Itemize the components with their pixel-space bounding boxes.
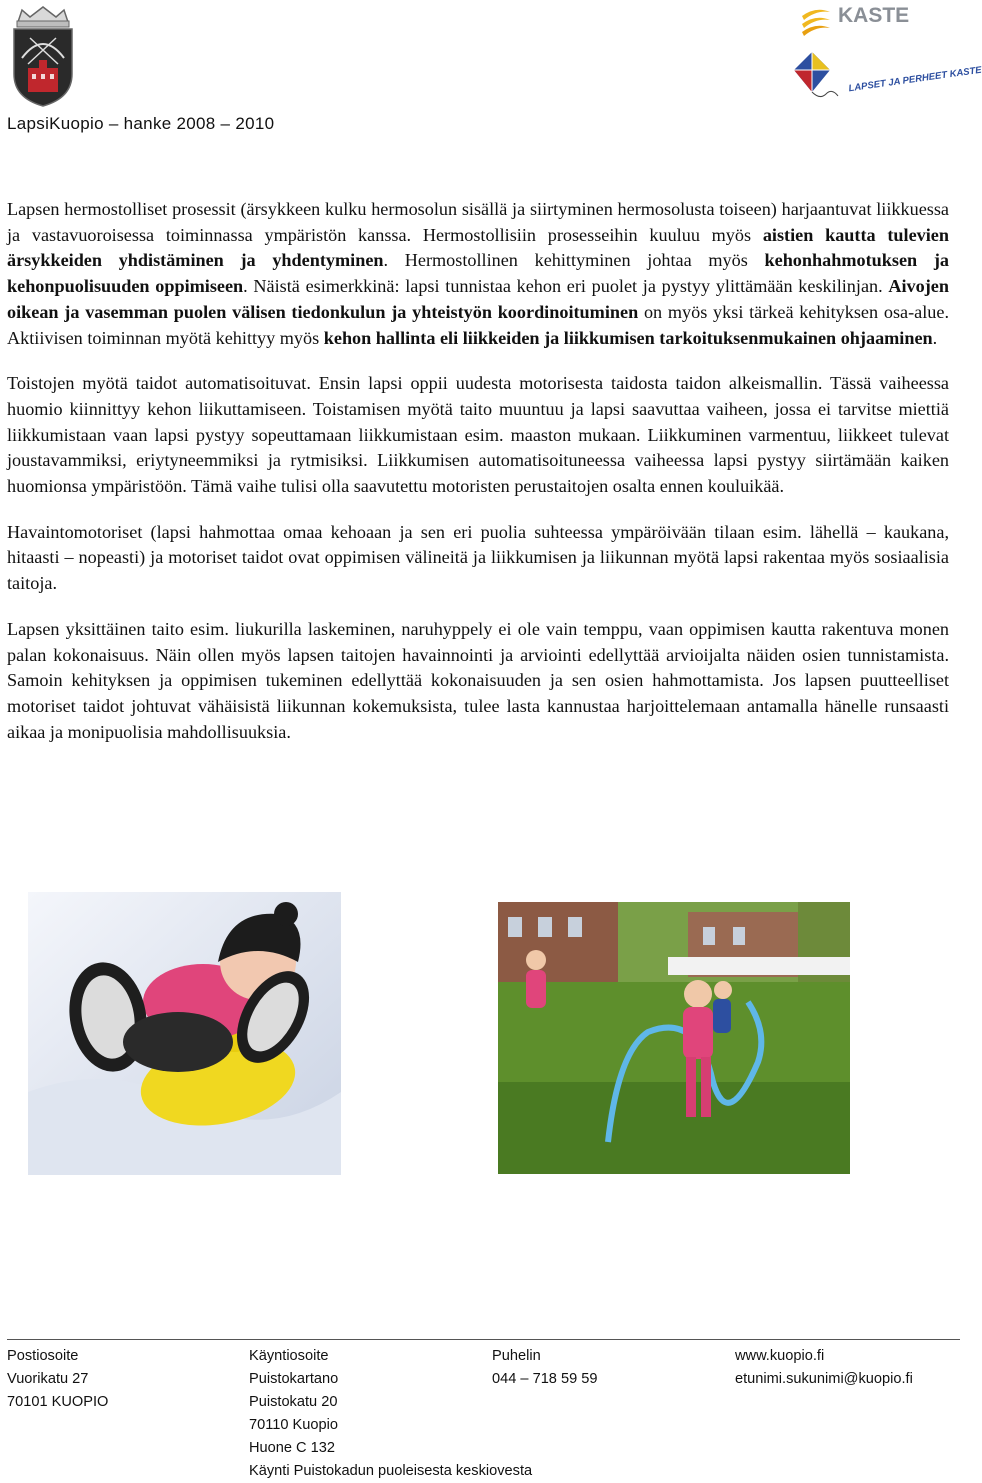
paragraph [7,617,949,746]
footer-line[interactable]: 044 – 718 59 59 [492,1371,598,1387]
bold-text: kehonhahmotuksen ja kehonpuolisuuden oppimiseen [7,250,949,297]
photo-child-sledding [28,892,341,1175]
lapset-ja-perheet-logo [792,50,982,110]
footer-email-link[interactable]: etunimi.sukunimi@kuopio.fi [735,1371,913,1387]
footer-website-link[interactable]: www.kuopio.fi [735,1348,825,1364]
footer-line: Postiosoite [7,1348,79,1364]
text-run: . Hermostollinen kehittyminen johtaa myös [383,250,765,271]
kuopio-crest-logo [8,4,78,108]
footer-postal-address [7,1345,108,1414]
photo-children-jump-rope [498,902,850,1174]
footer-line: Vuorikatu 27 [7,1371,89,1387]
paragraph [7,371,949,500]
footer-line: 70110 Kuopio [249,1417,338,1433]
text-run: Lapsen hermostolliset prosessit (ärsykkeen kulku hermosolun sisällä ja siirtyminen hermosolusta toiseen) harjaantuvat liikkuessa ja vastavuoroisessa toiminnassa ympäristön kanssa. Hermostollisiin prosesseihin kuuluu myös [7,199,949,245]
paragraph [7,520,949,597]
text-run: . Näistä esimerkkinä: lapsi tunnistaa kehon eri puolet ja pystyy ylittämään keskilinjan. [243,276,889,297]
footer-line: Puhelin [492,1348,541,1364]
paragraph [7,197,949,351]
text-run: Havaintomotoriset (lapsi hahmottaa omaa kehoaan ja sen eri puolia suhteessa ympäröivään tilaan esim. lähellä – kaukana, hitaasti – nopeasti) ja motoriset taidot ovat oppimisen välineitä ja liikkumisen ja liikunnan myötä lapsi rakentaa myös sosiaalisia taitoja. [7,521,949,594]
text-run: . [932,327,938,348]
text-run: on myös yksi tärkeä kehityksen osa-alue. Aktiivisen toiminnan myötä kehittyy myös [7,301,949,348]
footer-line: Puistokatu 20 [249,1394,338,1410]
text-run: Lapsen yksittäinen taito esim. liukurilla laskeminen, naruhyppely ei ole vain temppu, vaan oppimisen kautta rakentuva monen palan kokonaisuus. Näin ollen myös lapsen taitojen havainnointi ja arviointi edellyttää arvioijalta näiden osien tunnistamista. Samoin kehityksen ja oppimisen tukeminen edellyttää kokonaisuuden ja sen osien hahmottamista. Jos lapsen puutteelliset motoriset taidot johtuvat vähäisistä liikunnan kokemuksista, tulee lasta kannustaa harjoittelemaan antamalla hänelle runsaasti aikaa ja monipuolisia mahdollisuuksia. [7,618,949,742]
text-run: Toistojen myötä taidot automatisoituvat. Ensin lapsi oppii uudesta motorisesta taidosta taidon alkeismallin. Tässä vaiheessa huomio kiinnittyy kehon liikuttamiseen. Toistamisen myötä taito muuntuu ja lapsi saavuttaa vaiheen, jossa ei tarvitse miettiä liikkumistaan vaan lapsi pystyy sopeuttamaan liikkumistaan esim. maaston mukaan. Liikkuminen varmentuu, liikkeet tulevat joustavammiksi, eriytyneemmiksi ja rytmisiksi. Liikkumisen automatisoituneessa vaiheessa lapsi pystyy siirtämään kaiken huomionsa ympäristöön. Tämä vaihe tulisi olla saavutettu motoristen perustaitojen osalta ennen kouluikää. [7,373,949,497]
bold-text: kehon hallinta eli liikkeiden ja liikkumisen tarkoituksenmukainen ohjaaminen [323,327,933,348]
header-title: LapsiKuopio – hanke 2008 – 2010 [7,114,275,133]
footer-visiting-address [249,1345,532,1483]
footer-line: Käynti Puistokadun puoleisesta keskiovesta [249,1463,533,1479]
footer-line: Huone C 132 [249,1440,336,1456]
body-text [7,197,949,765]
kaste-logo [798,2,918,44]
footer-phone [492,1345,598,1391]
footer-divider [7,1339,960,1340]
bold-text: aistien kautta tulevien ärsykkeiden yhdistäminen ja yhdentyminen [7,224,949,271]
footer-line: Puistokartano [249,1371,339,1387]
footer-line: 70101 KUOPIO [7,1394,109,1410]
kaste-logo-text: KASTE [838,4,910,27]
lapset-logo-text: LAPSET JA PERHEET KASTE [847,64,982,95]
bold-text: Aivojen oikean ja vasemman puolen välisen tiedonkulun ja yhteistyön koordinoituminen [7,276,949,322]
footer-web [735,1345,913,1391]
footer-line: Käyntiosoite [249,1348,329,1364]
